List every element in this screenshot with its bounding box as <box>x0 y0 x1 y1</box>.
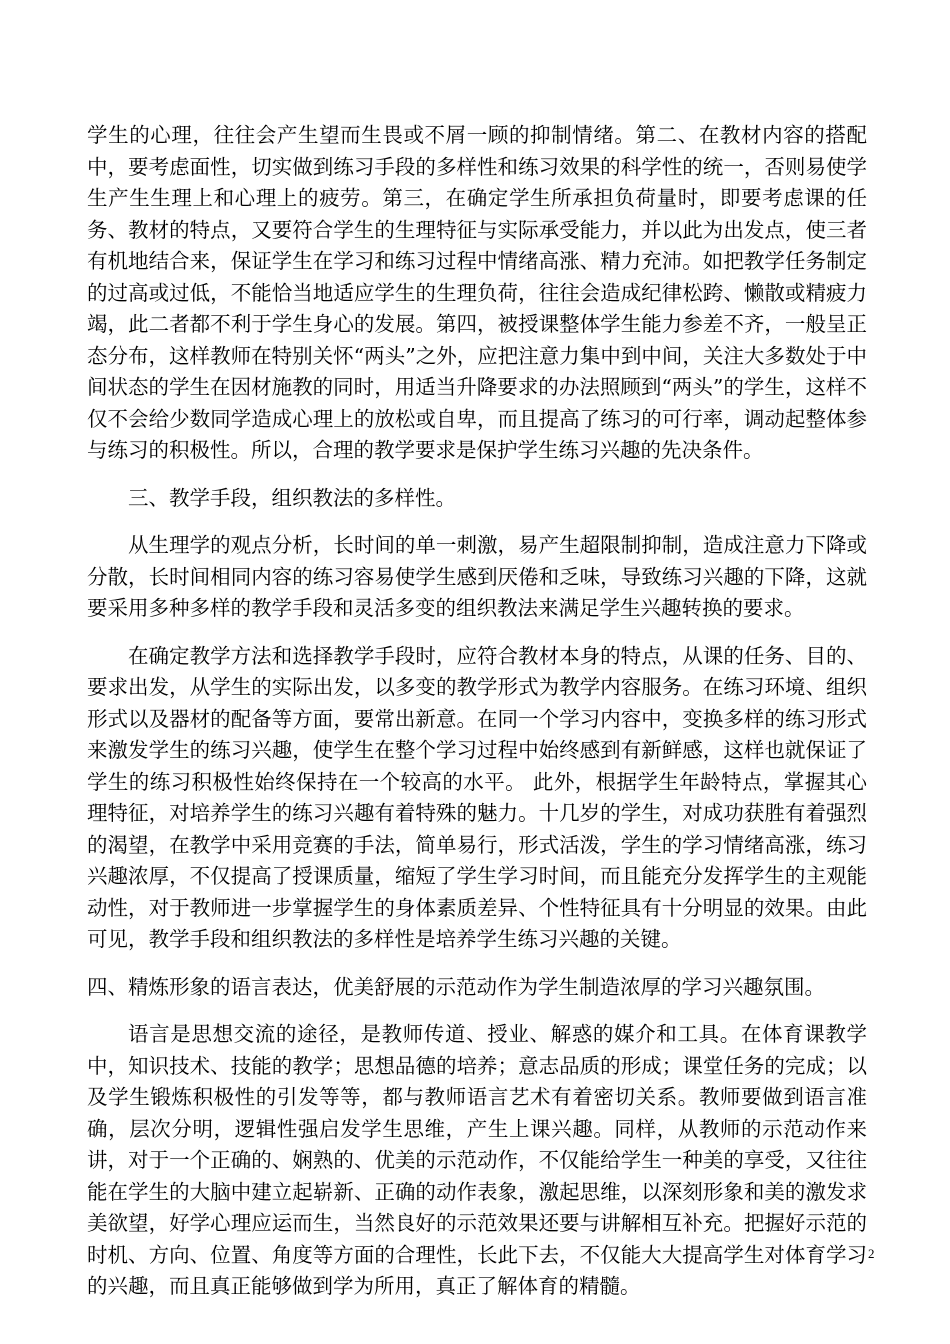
paragraph-physiology: 从生理学的观点分析，长时间的单一刺激，易产生超限制抑制，造成注意力下降或分散，长时间相同内容的练习容易使学生感到厌倦和乏味，导致练习兴趣的下降，这就要采用多种多样的教学手段和灵活多变的组织教法来满足学生兴趣转换的要求。 <box>87 533 867 620</box>
page-number: 2 <box>868 1246 875 1261</box>
section-heading-four: 四、精炼形象的语言表达，优美舒展的示范动作为学生制造浓厚的学习兴趣氛围。 <box>87 974 825 999</box>
paragraph-continued: 学生的心理，往往会产生望而生畏或不屑一顾的抑制情绪。第二、在教材内容的搭配中，要考虑面性，切实做到练习手段的多样性和练习效果的科学性的统一，否则易使学生产生生理上和心理上的疲劳。第三，在确定学生所承担负荷量时，即要考虑课的任务、教材的特点，又要符合学生的生理特征与实际承受能力，并以此为出发点，使三者有机地结合来，保证学生在学习和练习过程中情绪高涨、精力充沛。如把教学任务制定的过高或过低，不能恰当地适应学生的生理负荷，往往会造成纪律松跨、懒散或精疲力竭，此二者都不利于学生身心的发展。第四，被授课整体学生能力参差不齐，一般呈正态分布，这样教师在特别关怀“两头”之外，应把注意力集中到中间，关注大多数处于中间状态的学生在因材施教的同时，用适当升降要求的办法照顾到“两头”的学生，这样不仅不会给少数同学造成心理上的放松或自卑，而且提高了练习的可行率，调动起整体参与练习的积极性。所以，合理的教学要求是保护学生练习兴趣的先决条件。 <box>87 123 867 462</box>
document-page <box>87 120 867 1303</box>
paragraph-language: 语言是思想交流的途径，是教师传道、授业、解惑的媒介和工具。在体育课教学中，知识技术、技能的教学；思想品德的培养；意志品质的形成；课堂任务的完成；以及学生锻炼积极性的引发等等，都与教师语言艺术有着密切关系。教师要做到语言准确，层次分明，逻辑性强启发学生思维，产生上课兴趣。同样，从教师的示范动作来讲，对于一个正确的、娴熟的、优美的示范动作，不仅能给学生一种美的享受，又往往能在学生的大脑中建立起崭新、正确的动作表象，激起思维，以深刻形象和美的激发求美欲望，好学心理应运而生，当然良好的示范效果还要与讲解相互补充。把握好示范的时机、方向、位置、角度等方面的合理性，长此下去，不仅能大大提高学生对体育学习的兴趣，而且真正能够做到学为所用，真正了解体育的精髓。 <box>87 1022 867 1298</box>
paragraph-teaching-methods: 在确定教学方法和选择教学手段时，应符合教材本身的特点，从课的任务、目的、要求出发，从学生的实际出发，以多变的教学形式为教学内容服务。在练习环境、组织形式以及器材的配备等方面，要常出新意。在同一个学习内容中，变换多样的练习形式来激发学生的练习兴趣，使学生在整个学习过程中始终感到有新鲜感，这样也就保证了学生的练习积极性始终保持在一个较高的水平。 此外，根据学生年龄特点，掌握其心理特征，对培养学生的练习兴趣有着特殊的魅力。十几岁的学生，对成功获胜有着强烈的渴望，在教学中采用竞赛的手法，简单易行，形式活泼，学生的学习情绪高涨，练习兴趣浓厚，不仅提高了授课质量，缩短了学生学习时间，而且能充分发挥学生的主观能动性，对于教师进一步掌握学生的身体素质差异、个性特征具有十分明显的效果。由此可见，教学手段和组织教法的多样性是培养学生练习兴趣的关键。 <box>87 643 867 951</box>
section-heading-three: 三、教学手段，组织教法的多样性。 <box>128 485 456 510</box>
